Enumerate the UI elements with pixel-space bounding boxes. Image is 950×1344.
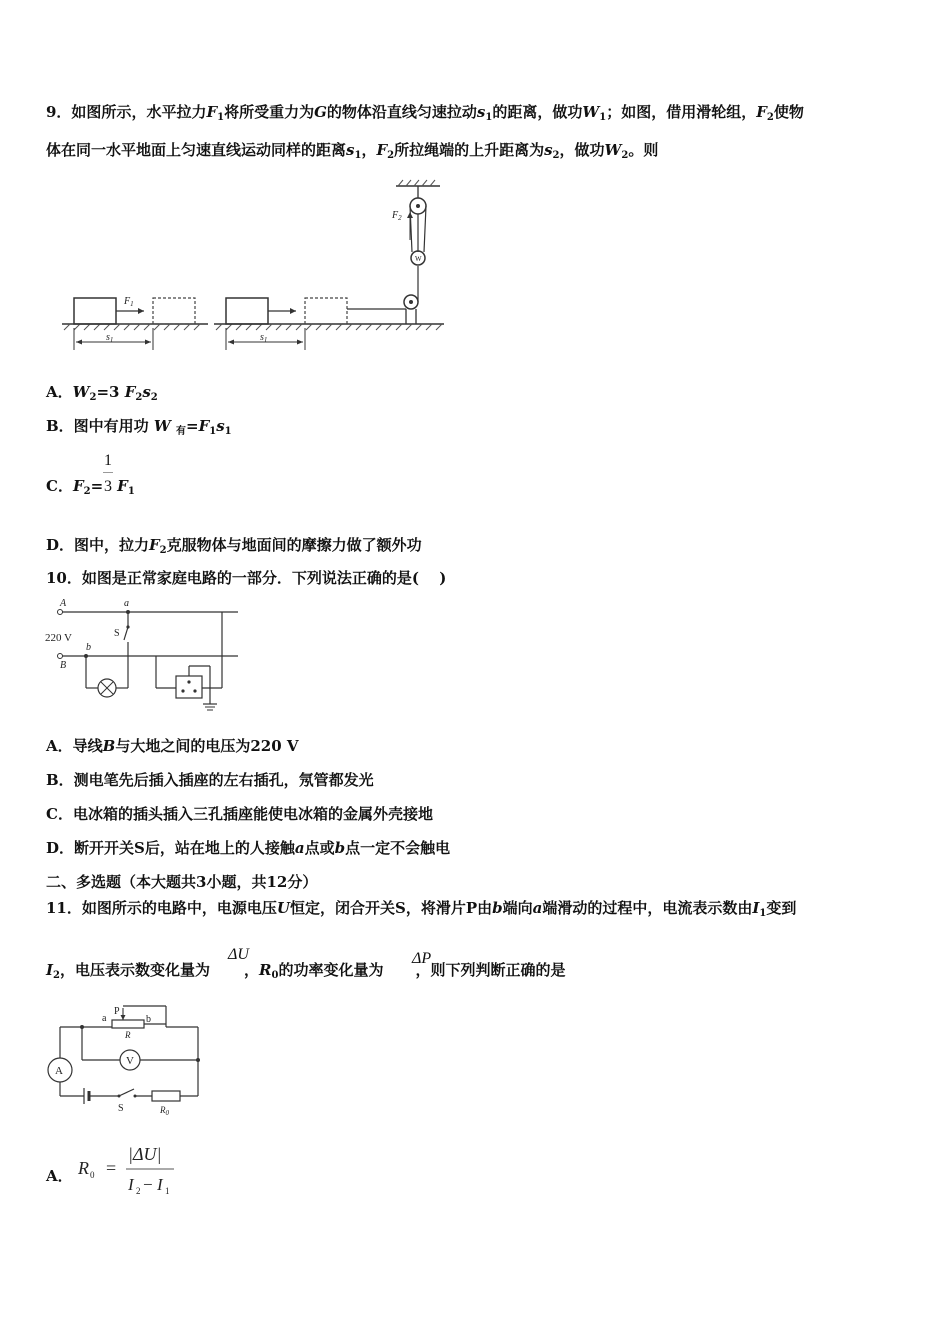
q11-rheostat [102,1006,166,1040]
svg-text:R0: $R_0$ [160,1105,169,1117]
svg-text:s1: $s_1$ [106,332,114,344]
q10-figure [40,596,250,716]
q9-ground-pulley [404,266,418,324]
q10-option-c[interactable]: C．电冰箱的插头插入三孔插座能使电冰箱的金属外壳接地 [46,805,433,823]
q11-option-a-label: A． [46,1167,73,1185]
svg-text:W: W [415,255,422,263]
q9-ground-left [62,324,208,330]
svg-text:=: = [106,1158,117,1178]
q9-option-d[interactable]: D．图中，拉力$F_2$克服物体与地面间的摩擦力做了额外功 [46,536,422,556]
q10-stem: 10．如图是正常家庭电路的一部分．下列说法正确的是( ) [46,569,447,587]
q9-option-a[interactable]: A．$W_2=3$ $F_2s_2$ [46,383,158,403]
svg-text:−: − [143,1175,153,1194]
svg-text:A: A [60,598,67,609]
q11-stem-line2-b: ，$R_0$的功率变化量为 [244,961,384,981]
q9-figure [40,178,460,358]
q9-block-right [226,298,268,324]
svg-text:B: B [60,660,67,671]
svg-text:220 V: 220 V [45,632,72,644]
q10-option-b[interactable]: B．测电笔先后插入插座的左右插孔，氖管都发光 [46,771,374,789]
q9-option-b[interactable]: B．图中有用功 W $_有=F_1s_1$ [46,417,232,437]
q9-option-c-prefix: C．$F_2=$ [46,477,104,497]
svg-text:I: I [128,1175,134,1194]
q11-delta-p: ΔP [412,950,432,967]
q9-option-c-denominator: 3 [104,478,112,495]
svg-text:V: V [126,1055,134,1067]
q9-block-left-dashed [153,298,195,324]
svg-text:A: A [55,1065,63,1077]
q9-s1-dim-left [74,328,153,350]
q9-f2-label: $F_2$ [392,210,402,222]
svg-text:P: P [114,1006,120,1017]
svg-text:s1: $s_1$ [260,332,268,344]
svg-text:b: b [146,1014,151,1025]
svg-text:0: 0 [90,1170,95,1180]
q11-ammeter [48,1058,72,1096]
q9-option-c[interactable] [46,476,135,496]
q11-stem-line2-a: $I_2$，电压表示数变化量为 [46,961,211,981]
q9-ground-right [214,324,444,330]
q9-pulley-block [410,186,426,265]
q9-block-right-dashed [305,298,347,324]
svg-text:S: S [118,1103,124,1114]
q11-switch [118,1089,153,1114]
q11-stem-line2 [46,960,566,980]
q10-option-d[interactable]: D．断开开关S后，站在地上的人接触a点或b点一定不会触电 [46,839,451,857]
q9-s1-dim-right [226,328,305,350]
q9-f1-label: $F_1$ [124,296,134,308]
q11-resistor-r0 [152,1091,198,1117]
q9-ceiling [396,180,440,186]
q11-stem-line2-c: ，则下列判断正确的是 [415,961,566,979]
q11-battery [60,1088,118,1104]
q10-lamp [86,656,128,697]
q11-option-a[interactable] [46,1166,73,1186]
svg-text:I: I [157,1175,163,1194]
q9-stem-line1: 9．如图所示，水平拉力$F_1$将所受重力为G的物体沿直线匀速拉动$s_1$的距离，做功$W_1$；如图，借用滑轮组，$F_2$使物 [46,103,804,123]
q9-option-c-numerator: 1 [104,452,112,469]
q9-stem-line2: 体在同一水平地面上匀速直线运动同样的距离$s_1$，$F_2$所拉绳端的上升距离为$s_2$，做功$W_2$。则 [46,141,659,161]
q10-socket [156,612,222,710]
q10-option-a[interactable]: A．导线B与大地之间的电压为220 V [46,737,299,755]
q9-option-c-suffix: $F_1$ [117,477,135,497]
svg-text:1: 1 [165,1186,170,1196]
q11-option-a-formula [76,1138,186,1200]
svg-text:a: a [102,1013,107,1024]
q11-delta-u: ΔU [228,946,249,963]
section-title-multiple-choice: 二、多选题（本大题共3小题，共12分） [46,873,318,891]
svg-text:a: a [124,598,129,609]
svg-text:b: b [86,642,91,653]
q9-option-c-fraction-bar [103,472,113,473]
svg-text:|ΔU|: |ΔU| [128,1144,162,1164]
svg-text:S: S [114,628,120,639]
svg-text:R: R [78,1158,89,1178]
q9-block-left [74,298,116,324]
q11-stem-line1: 11．如图所示的电路中，电源电压U恒定，闭合开关S，将滑片P由b端向a端滑动的过程中，电流表示数由$I_1$变到 [46,899,797,919]
q11-figure [40,1000,220,1120]
svg-text:2: 2 [136,1186,141,1196]
q10-switch [114,612,130,688]
svg-text:R: R [125,1030,131,1040]
q11-voltmeter [80,1025,200,1070]
